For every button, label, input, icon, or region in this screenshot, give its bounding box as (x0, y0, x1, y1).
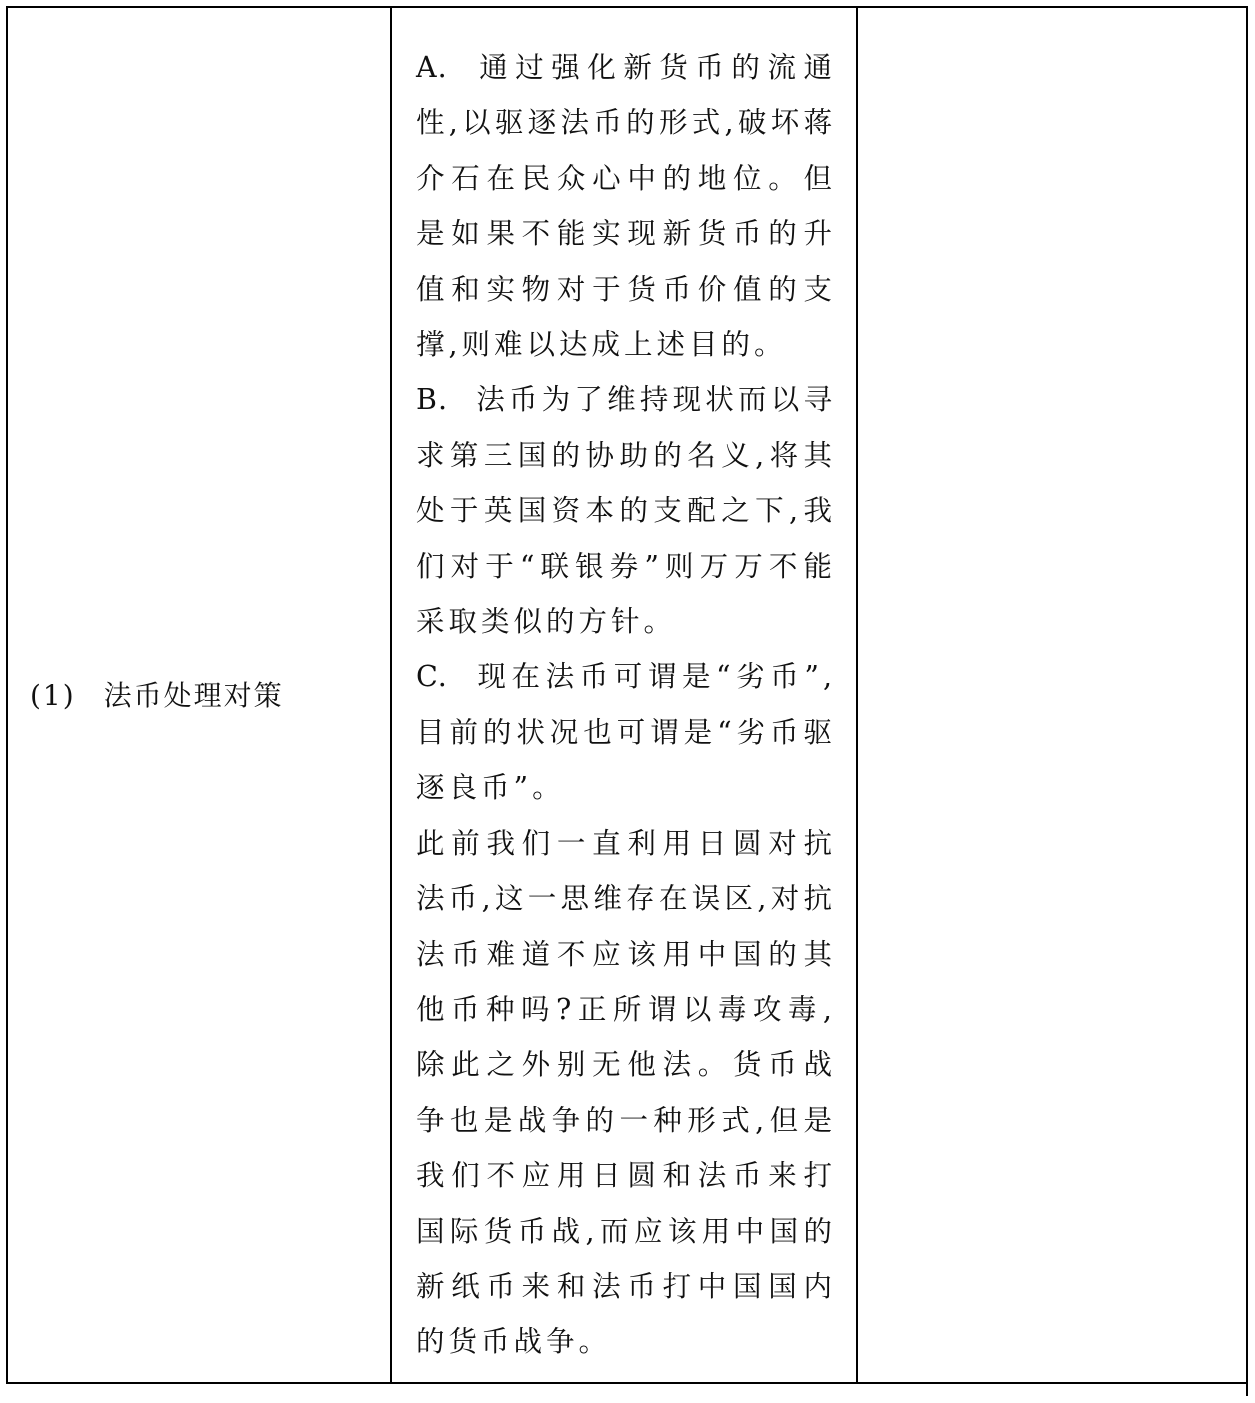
paragraph-label: B. (416, 383, 449, 417)
label-cell (8, 8, 390, 1382)
section-title: 法币处理对策 (103, 679, 284, 712)
paragraph-body: 法币为了维持现状而以寻求第三国的协助的名义,将其处于英国资本的支配之下,我们对于“联银券”则万万不能采取类似的方针。 (416, 383, 836, 639)
paragraph-body: 现在法币可谓是“劣币”,目前的状况也可谓是“劣币驱逐良币”。 (416, 660, 836, 805)
paragraph-b (416, 372, 836, 649)
table-continuation-line (1246, 1384, 1248, 1396)
section-label (30, 676, 284, 716)
content-cell (392, 8, 856, 1382)
section-number: (1) (30, 679, 76, 712)
paragraph-label: A. (416, 51, 448, 84)
document-table (6, 6, 1248, 1384)
paragraph-label: C. (416, 660, 448, 694)
paragraph-a (416, 40, 836, 372)
paragraph-body: 此前我们一直利用日圆对抗法币,这一思维存在误区,对抗法币难道不应该用中国的其他币种吗?正所谓以毒攻毒,除此之外别无他法。货币战争也是战争的一种形式,但是我们不应用日圆和法币来打国际货币战,而应该用中国的新纸币来和法币打中国国内的货币战争。 (416, 826, 836, 1359)
paragraph-d (416, 816, 836, 1370)
content-text (416, 40, 836, 1370)
paragraph-c (416, 649, 836, 815)
paragraph-body: 通过强化新货币的流通性,以驱逐法币的形式,破坏蒋介石在民众心中的地位。但是如果不能实现新货币的升值和实物对于货币价值的支撑,则难以达成上述目的。 (416, 51, 836, 362)
empty-cell (858, 8, 1246, 1382)
